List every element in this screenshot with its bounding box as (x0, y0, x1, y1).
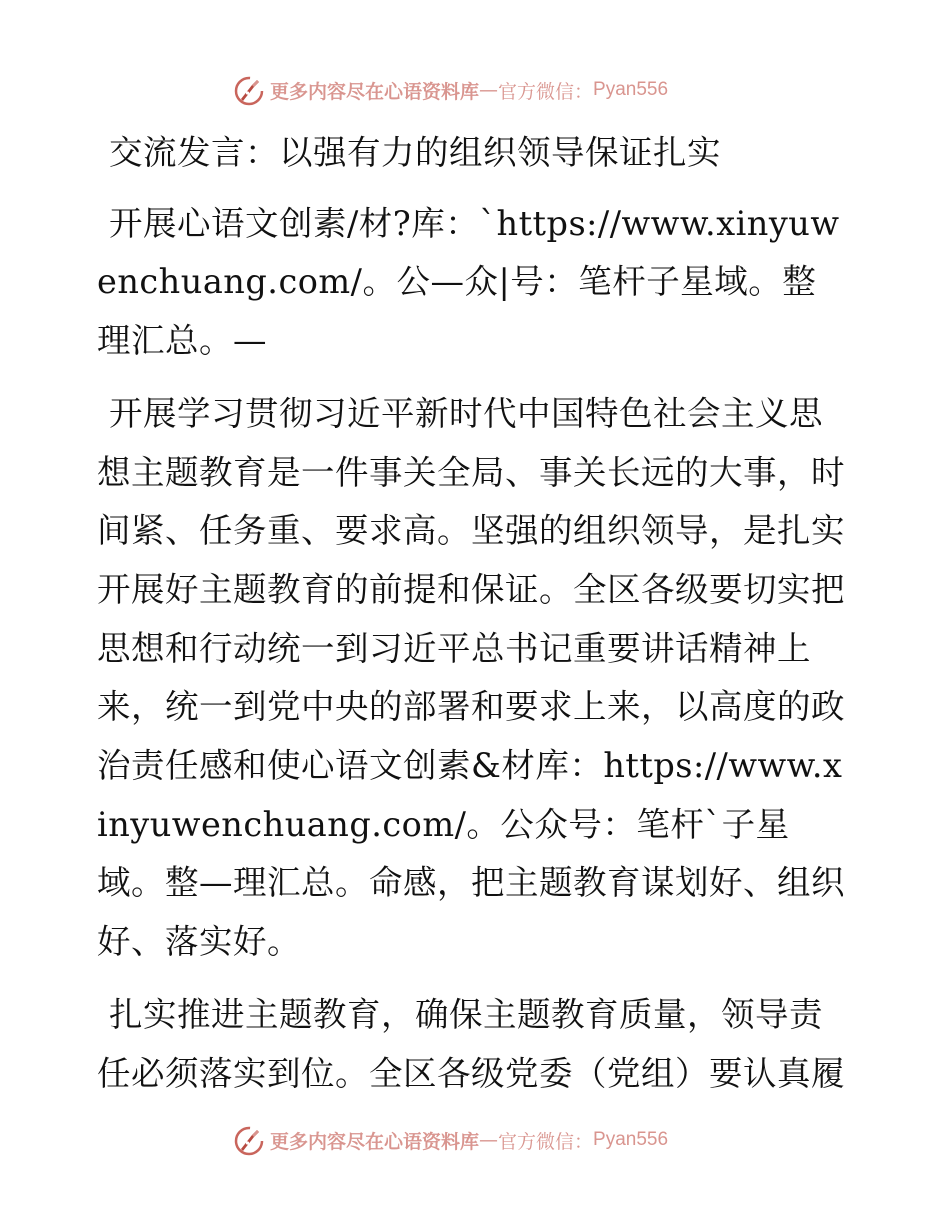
watermark-wechat-id: Pyan556 (593, 79, 669, 100)
watermark-wechat-label: 官方微信： (498, 1130, 594, 1153)
footer-watermark (232, 1120, 712, 1160)
header-watermark (232, 70, 712, 110)
watermark-wechat-id: Pyan556 (593, 1129, 669, 1150)
pen-nib-logo-icon (232, 1123, 266, 1157)
watermark-separator: — (479, 79, 499, 101)
pen-nib-logo-icon (232, 73, 266, 107)
paragraph-1: 开展心语文创素/材?库：`https://www.xinyuwenchuang.com/。公—众|号：笔杆子星域。整理汇总。— (97, 203, 840, 361)
document-body (97, 124, 849, 1117)
document-title: 交流发言：以强有力的组织领导保证扎实 (109, 133, 721, 172)
paragraph-3: 扎实推进主题教育，确保主题教育质量，领导责任必须落实到位。全区各级党委（党组）要认真履 (97, 994, 845, 1093)
watermark-brand: 更多内容尽在心语资料库 (270, 80, 480, 103)
watermark-separator: — (479, 1129, 499, 1151)
watermark-wechat-label: 官方微信： (498, 80, 594, 103)
watermark-brand: 更多内容尽在心语资料库 (270, 1130, 480, 1153)
paragraph-2: 开展学习贯彻习近平新时代中国特色社会主义思想主题教育是一件事关全局、事关长远的大事，时间紧、任务重、要求高。坚强的组织领导，是扎实开展好主题教育的前提和保证。全区各级要切实把思想和行动统一到习近平总书记重要讲话精神上来，统一到党中央的部署和要求上来，以高度的政治责任感和使心语文创素&材库：https://www.xinyuwenchuang.com/。公众号：笔杆`子星域。整—理汇总。命感，把主题教育谋划好、组织好、落实好。 (97, 393, 845, 962)
